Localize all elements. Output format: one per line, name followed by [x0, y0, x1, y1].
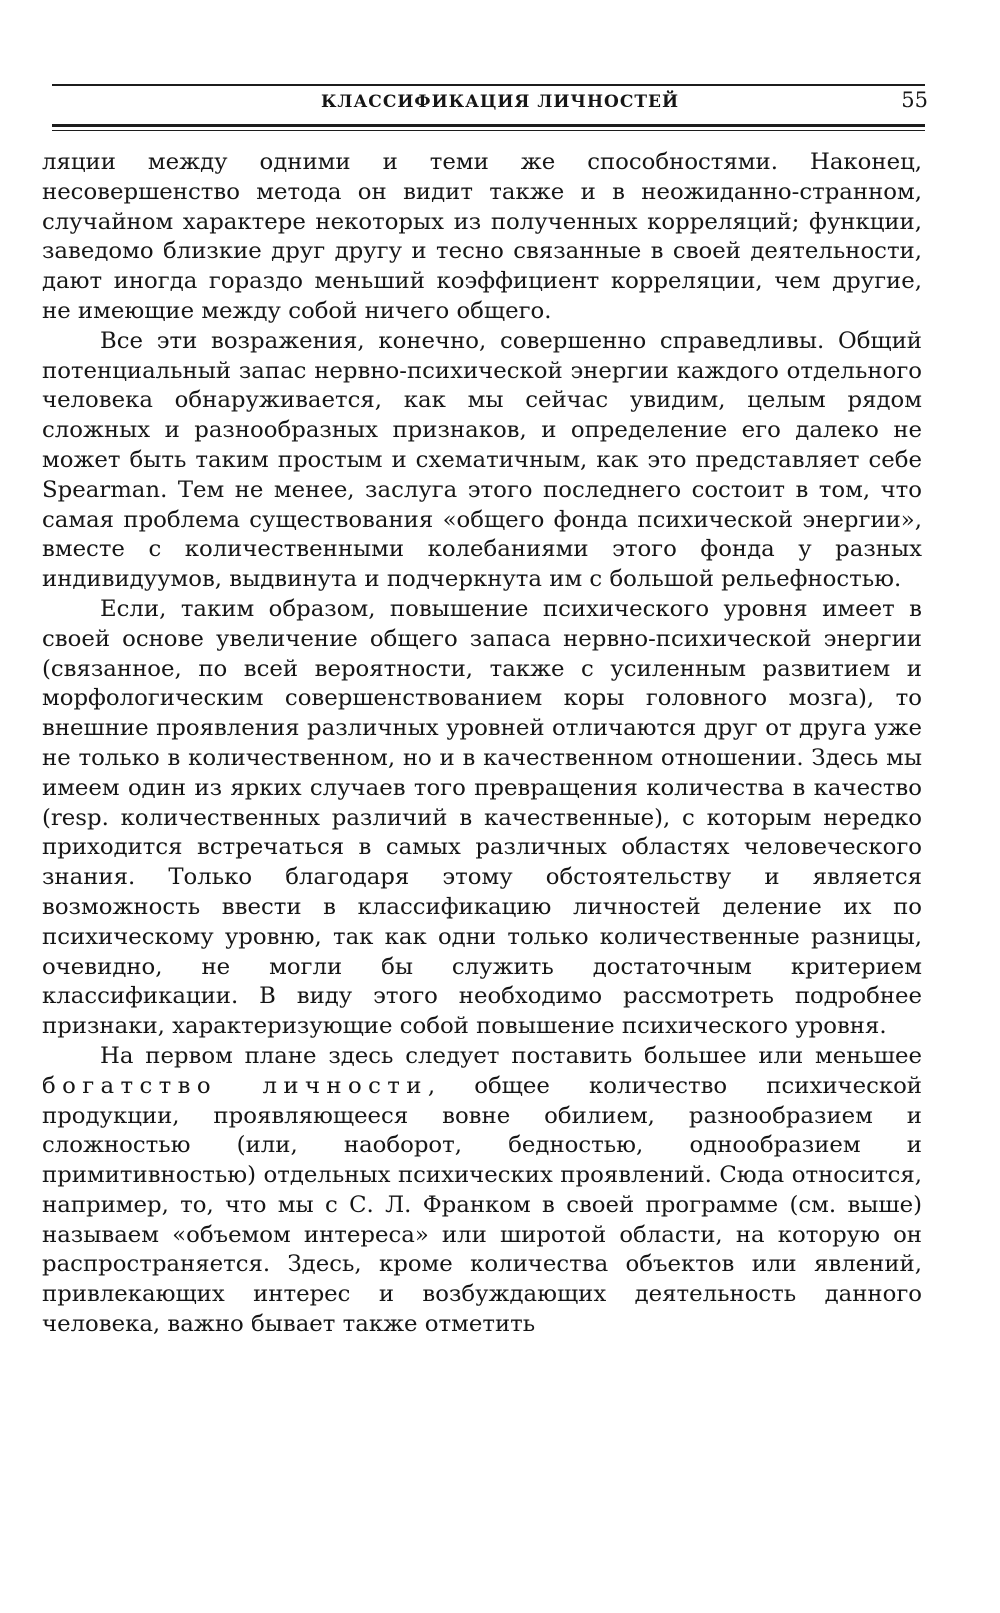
paragraph-4	[42, 1042, 922, 1340]
paragraph-3: Если, таким образом, повышение психического уровня имеет в своей основе увеличение общего запаса нервно-психической энергии (связанное, по всей вероятности, также с усиленным развитием и морфологическим совершенствованием коры головного мозга), то внешние проявления различных уровней отличаются друг от друга уже не только в количественном, но и в качественном отношении. Здесь мы имеем один из ярких случаев того превращения количества в качество (resp. количественных различий в качественные), с которым нередко приходится встречаться в самых различных областях человеческого знания. Только благодаря этому обстоятельству и является возможность ввести в классификацию личностей деление их по психическому уровню, так как одни только количественные разницы, очевидно, не могли бы служить достаточным критерием классификации. В виду этого необходимо рассмотреть подробнее признаки, характеризующие собой повышение психического уровня.	[42, 595, 922, 1040]
paragraph-4-lead: На первом плане здесь следует поставить большее или меньшее	[100, 1042, 922, 1069]
page-number: 55	[901, 88, 928, 112]
header-top-rule	[52, 84, 925, 86]
paragraph-2: Все эти возражения, конечно, совершенно справедливы. Общий потенциальный запас нервно-психической энергии каждого отдельного человека обнаруживается, как мы сейчас увидим, целым рядом сложных и разнообразных признаков, и определение его далеко не может быть таким простым и схематичным, как это представляет себе Spearman. Тем не менее, заслуга этого последнего состоит в том, что самая проблема существования «общего фонда психической энергии», вместе с количественными колебаниями этого фонда у разных индивидуумов, выдвинута и подчеркнута им с большой рельефностью.	[42, 327, 922, 593]
header-bottom-rule	[52, 124, 925, 127]
paragraph-1: ляции между одними и теми же способностями. Наконец, несовершенство метода он видит также и в неожиданно-странном, случайном характере некоторых из полученных корреляций; функции, заведомо близкие друг другу и тесно связанные в своей деятельности, дают иногда гораздо меньший коэффициент корреляции, чем другие, не имеющие между собой ничего общего.	[42, 149, 922, 324]
emphasis-spaced: богатство личности	[42, 1072, 428, 1099]
running-header-title: КЛАССИФИКАЦИЯ ЛИЧНОСТЕЙ	[320, 92, 680, 112]
paragraph-4-rest: , общее количество психической продукции, проявляющееся вовне обилием, разнообразием и сложностью (или, наоборот, бедностью, однообразием и примитивностью) отдельных психических проявлений. Сюда относится, например, то, что мы с С. Л. Франком в своей программе (см. выше) называем «объемом интереса» или широтой области, на которую он распространяется. Здесь, кроме количества объектов или явлений, привлекающих интерес и возбуждающих деятельность данного человека, важно бывает также отметить	[42, 1072, 923, 1338]
body-text	[42, 148, 922, 1340]
header-bottom-rule-thin	[52, 130, 925, 131]
